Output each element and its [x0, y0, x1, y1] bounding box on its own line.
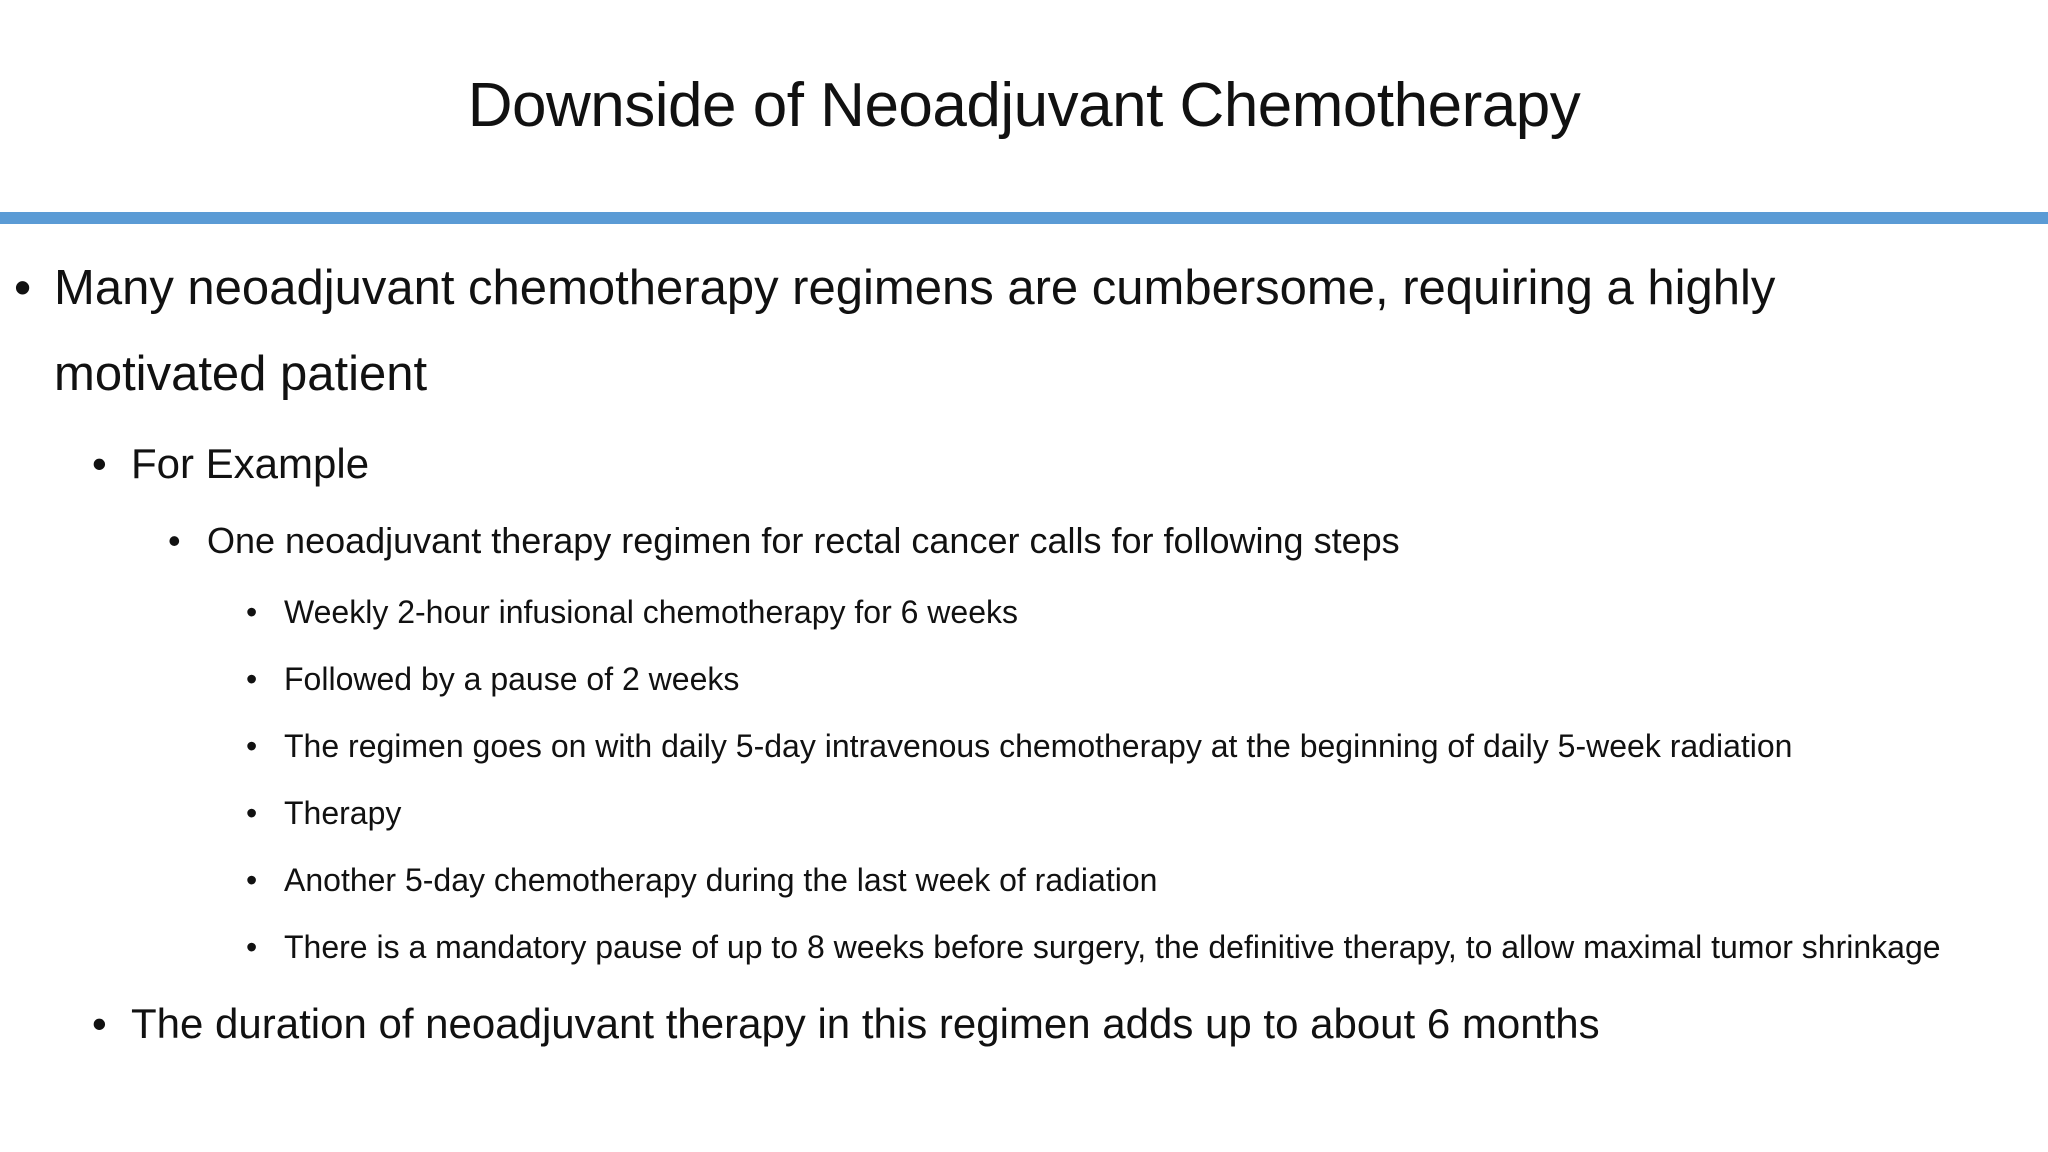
- bullet-marker: •: [246, 929, 258, 965]
- bullet-marker: •: [246, 728, 258, 764]
- bullet-marker: •: [246, 795, 258, 831]
- bullet-text: Many neoadjuvant chemotherapy regimens are cumbersome, requiring a highly: [54, 261, 1776, 315]
- bullet-text: One neoadjuvant therapy regimen for rectal cancer calls for following steps: [207, 520, 1400, 561]
- bullet-text: Followed by a pause of 2 weeks: [284, 661, 740, 697]
- bullet-marker: •: [246, 594, 258, 630]
- title-divider: [0, 212, 2048, 224]
- bullet-text: Another 5-day chemotherapy during the last week of radiation: [284, 862, 1158, 898]
- bullet-marker: •: [246, 862, 258, 898]
- bullet-marker: •: [14, 261, 32, 315]
- bullet-marker: •: [168, 520, 181, 561]
- slide-title: Downside of Neoadjuvant Chemotherapy: [467, 71, 1581, 140]
- bullet-marker: •: [92, 1000, 107, 1047]
- bullet-text: There is a mandatory pause of up to 8 weeks before surgery, the definitive therapy, to allow maximal tumor shrinkage: [284, 929, 1941, 965]
- bullet-text: motivated patient: [54, 347, 428, 401]
- bullet-text: Therapy: [284, 795, 402, 831]
- bullet-text: Weekly 2-hour infusional chemotherapy for 6 weeks: [284, 594, 1018, 630]
- bullet-text: For Example: [131, 440, 370, 487]
- bullet-marker: •: [246, 661, 258, 697]
- bullet-text: The regimen goes on with daily 5-day intravenous chemotherapy at the beginning of daily 5-week radiation: [284, 728, 1793, 764]
- bullet-marker: •: [92, 440, 107, 487]
- bullet-text: The duration of neoadjuvant therapy in this regimen adds up to about 6 months: [131, 1000, 1600, 1047]
